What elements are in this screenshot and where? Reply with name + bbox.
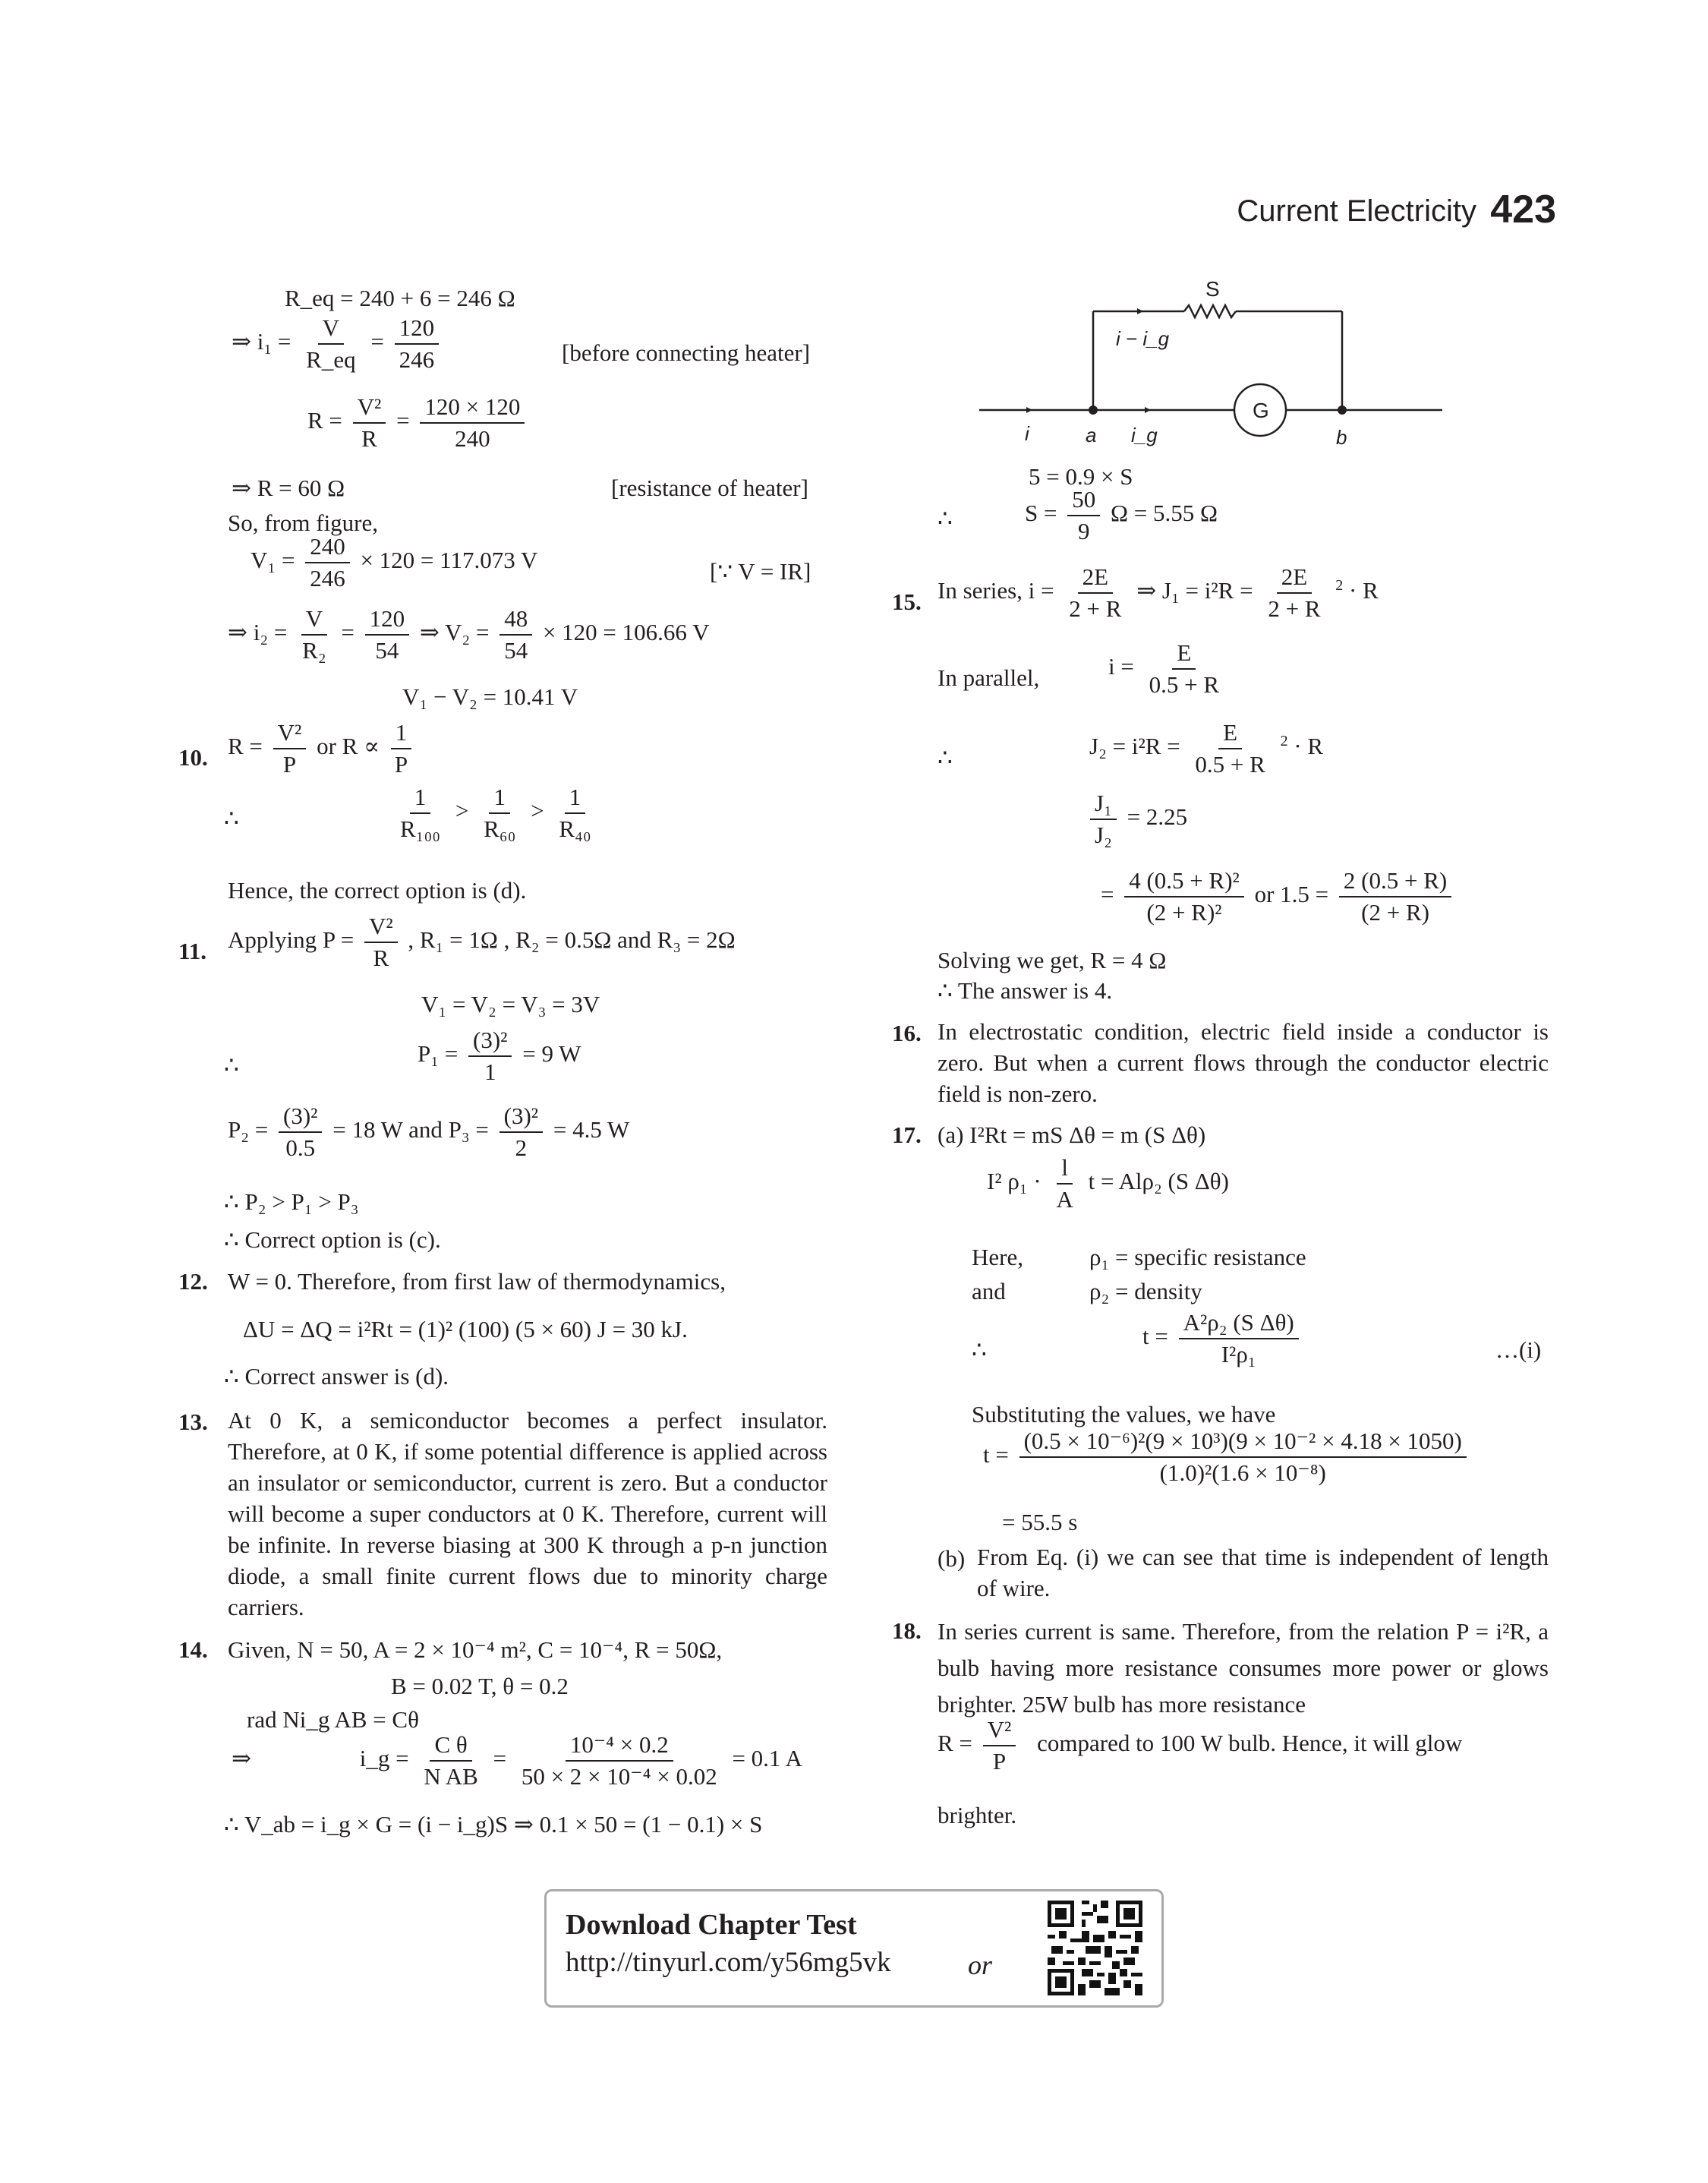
frac-48-54 [499, 604, 532, 666]
frac-den: 246 [310, 565, 345, 591]
frac-num: 1 [489, 782, 510, 814]
q14-vab: ∴ V_ab = i_g × G = (i − i_g)S ⇒ 0.1 × 50 = (1 − 0.1) × S [224, 1811, 763, 1838]
q12-answer: ∴ Correct answer is (d). [224, 1363, 449, 1390]
v2-value: × 120 = 106.66 V [542, 619, 710, 646]
q14-given: Given, N = 50, A = 2 × 10⁻⁴ m², C = 10⁻⁴, R = 50Ω, [228, 1636, 723, 1663]
frac-den: 246 [399, 346, 435, 373]
frac-den: J₂ [1095, 822, 1112, 848]
frac-e-05r [1145, 638, 1224, 700]
frac-240-246 [305, 532, 350, 594]
frac-den: 0.5 + R [1195, 751, 1265, 778]
label-a: a [1086, 424, 1097, 446]
q12-number: 12. [178, 1268, 208, 1295]
ig-label: i_g = [359, 1745, 409, 1772]
q11-order: ∴ P₂ > P₁ > P₃ [224, 1188, 359, 1215]
i1-label: ⇒ i₁ = [232, 328, 291, 355]
frac-num: E [1218, 718, 1242, 749]
s-value-line [1025, 484, 1218, 547]
square-exponent: 2 [1280, 732, 1288, 749]
frac-ctheta-nab [419, 1730, 483, 1792]
gt-symbol: > [531, 797, 544, 825]
frac-num: 48 [499, 604, 532, 636]
j2-label: J₂ = i²R = [1089, 733, 1180, 760]
frac-num: V² [353, 392, 386, 424]
frac-num: 10⁻⁴ × 0.2 [566, 1730, 673, 1762]
q17-t-formula [1142, 1308, 1303, 1370]
frac-num: V² [273, 718, 307, 749]
frac-9-2 [499, 1101, 543, 1163]
v1-value: × 120 = 117.073 V [360, 547, 538, 574]
q17-part-a: (a) I²Rt = mS Δθ = m (S Δθ) [938, 1121, 1206, 1148]
p3-value: = 4.5 W [553, 1116, 630, 1144]
series-i: In series, i = [938, 577, 1054, 604]
label-b: b [1336, 426, 1347, 449]
frac-den: N AB [424, 1763, 478, 1790]
frac-den: 2 + R [1268, 595, 1321, 622]
frac-50-9 [1067, 484, 1100, 547]
from-figure: So, from figure, [228, 509, 379, 536]
frac-den: R₆₀ [484, 815, 516, 842]
note-v-ir: [∵ V = IR] [710, 558, 811, 585]
frac-den: 0.5 + R [1149, 671, 1220, 698]
r-label: R = [938, 1730, 972, 1757]
frac-1-r40 [554, 782, 595, 844]
frac-2e-2r [1064, 562, 1126, 624]
q17-and: and [972, 1278, 1006, 1304]
frac-squared [1124, 866, 1244, 928]
q11-applying: Applying P = [228, 926, 355, 954]
note-resistance-heater: [resistance of heater] [611, 475, 808, 501]
ratio-value: = 2.25 [1127, 803, 1188, 831]
q17-result: = 55.5 s [1002, 1509, 1078, 1535]
or-label: or 1.5 = [1254, 881, 1329, 908]
q15-ratio [1086, 788, 1187, 850]
galvanometer-shunt-circuit [979, 273, 1450, 456]
v1-line [251, 532, 537, 594]
frac-den: 1 [484, 1058, 496, 1085]
q15-j2 [1089, 718, 1323, 780]
q14-torque: rad Ni_g AB = Cθ [247, 1706, 419, 1733]
frac-den: R₁₀₀ [400, 815, 441, 842]
q18-number: 18. [892, 1617, 922, 1644]
q15-number: 15. [892, 588, 922, 615]
q17-part-b-label: (b) [938, 1545, 966, 1572]
frac-den: 2 + R [1069, 595, 1122, 622]
frac-e-05r-b [1190, 718, 1269, 780]
gt-symbol: > [455, 797, 469, 825]
q18-paragraph: In series current is same. Therefore, from the relation P = i²R, a bulb having more resistance consumes more power or glows brighter. 25W bulb has more resistance [938, 1618, 1549, 1718]
frac-num: 1 [565, 782, 586, 814]
q11-voltages: V₁ = V₂ = V₃ = 3V [421, 991, 600, 1017]
q11-resistances: , R₁ = 1Ω , R₂ = 0.5Ω and R₃ = 2Ω [408, 926, 736, 954]
frac-1-p [390, 718, 412, 780]
q18-formula-line [938, 1715, 1462, 1777]
s-equation: 5 = 0.9 × S [1029, 463, 1133, 490]
frac-14400-240 [420, 392, 525, 454]
q11-number: 11. [178, 938, 207, 964]
eq-label-i: …(i) [1495, 1336, 1542, 1363]
q18-end: brighter. [938, 1802, 1017, 1828]
frac-num: V² [364, 911, 398, 943]
v1-minus-v2: V₁ − V₂ = 10.41 V [402, 683, 578, 710]
i2-rho1: I² ρ₁ · [987, 1168, 1042, 1195]
q12-line2: ΔU = ΔQ = i²Rt = (1)² (100) (5 × 60) J = 30 kJ. [243, 1316, 688, 1342]
frac-den: R₄₀ [559, 815, 591, 842]
frac-num: V [301, 604, 327, 636]
q17-part-b: From Eq. (i) we can see that time is independent of length of wire. [977, 1544, 1549, 1601]
q15-parallel-i [1108, 638, 1228, 700]
frac-den: A [1056, 1186, 1073, 1213]
i2-line: ⇒ i₂ = $\frac{V}{\text{R₂}}$ = $\frac{120}{54}$ ⇒ V₂ = $\frac{48}{54}$ × 120 = 106.66 V [228, 604, 710, 666]
q13-number: 13. [178, 1409, 208, 1435]
q11-answer: ∴ Correct option is (c). [224, 1226, 441, 1253]
times-r: · R [1349, 577, 1379, 604]
frac-den: 240 [455, 425, 490, 452]
q12-line1: W = 0. Therefore, from first law of thermodynamics, [228, 1268, 726, 1295]
frac-den: P [394, 751, 408, 778]
frac-num: 240 [305, 532, 350, 563]
frac-2e-2r-b [1263, 562, 1325, 624]
q17-rho1: ρ₁ = specific resistance [1089, 1244, 1306, 1270]
parallel-i: i = [1108, 653, 1134, 680]
frac-num: E [1172, 638, 1196, 670]
frac-num: (0.5 × 10⁻⁶)²(9 × 10³)(9 × 10⁻² × 4.18 × 1050) [1019, 1426, 1467, 1458]
implies-symbol: ⇒ [232, 1745, 251, 1772]
q11-p1 [418, 1025, 581, 1087]
q11-formula [228, 911, 736, 973]
frac-num: 1 [391, 718, 412, 749]
frac-num: V [318, 313, 344, 345]
frac-den: 0.5 [285, 1134, 316, 1161]
frac-num: 2E [1277, 562, 1312, 594]
q18-compared: compared to 100 W bulb. Hence, it will glow [1037, 1730, 1463, 1757]
therefore-symbol: ∴ [224, 1052, 239, 1078]
frac-den: 9 [1077, 518, 1090, 544]
frac-1-r100 [395, 782, 445, 844]
r-label: R = [307, 407, 342, 434]
frac-den: P [282, 751, 297, 778]
q14-b-theta: B = 0.02 T, θ = 0.2 [391, 1673, 569, 1699]
q10-r: R = [228, 733, 263, 760]
frac-num: 2 (0.5 + R) [1339, 866, 1451, 897]
download-chapter-test-box [544, 1889, 1164, 2008]
page-number: 423 [1490, 188, 1556, 232]
frac-linear [1339, 866, 1451, 928]
therefore-symbol: ∴ [972, 1336, 987, 1363]
i2-label: ⇒ i₂ = [228, 619, 288, 646]
frac-t [1179, 1308, 1299, 1370]
q13-paragraph: At 0 K, a semiconductor becomes a perfect insulator. Therefore, at 0 K, if some potential difference is applied across an insulator or semiconductor, current is zero. But a conductor will become a super conductors at 0 K. Therefore, current will be infinite. In reverse biasing at 300 K through a p-n junction diode, a small finite current flows due to minority charge carriers. [228, 1407, 827, 1620]
therefore-symbol: ∴ [224, 805, 239, 831]
frac-v-r2 [298, 604, 330, 666]
frac-ig-value [517, 1730, 722, 1792]
frac-den: (2 + R) [1361, 899, 1429, 926]
v2-label: ⇒ V₂ = [419, 619, 490, 646]
frac-num: (3)² [468, 1025, 512, 1057]
p1-value: = 9 W [522, 1040, 581, 1068]
s-label: S = [1025, 500, 1057, 527]
note-before-heater: [before connecting heater] [562, 339, 811, 366]
q16-number: 16. [892, 1020, 922, 1046]
frac-num: (3)² [279, 1101, 322, 1133]
frac-j1-j2 [1090, 788, 1117, 850]
q15-parallel-label: In parallel, [938, 664, 1040, 691]
q10-number: 10. [178, 744, 208, 771]
q17-line2 [987, 1153, 1229, 1215]
frac-num: 120 × 120 [420, 392, 525, 424]
frac-num: 4 (0.5 + R)² [1124, 866, 1244, 897]
q11-p2-p3 [228, 1101, 629, 1163]
frac-v-req [301, 313, 360, 375]
i1-line: ⇒ i₁ = $\frac{V}{R\_eq}$ = $\frac{120}{246}$ [232, 313, 443, 375]
q17-substitution [983, 1426, 1471, 1488]
q10-formula [228, 718, 417, 780]
frac-9-1 [468, 1025, 512, 1087]
t-label: t = [983, 1441, 1009, 1468]
frac-num: (3)² [499, 1101, 543, 1133]
p2-value: = 18 W and P₃ = [332, 1116, 489, 1144]
running-header-title: Current Electricity [1237, 194, 1476, 228]
q17-number: 17. [892, 1121, 922, 1148]
frac-den: 2 [515, 1134, 528, 1161]
frac-den: R_eq [306, 346, 356, 373]
frac-num: 120 [395, 313, 440, 345]
frac-9-05 [279, 1101, 322, 1163]
frac-substitution [1019, 1426, 1467, 1488]
frac-den: (2 + R)² [1146, 899, 1222, 926]
req-line: R_eq = 240 + 6 = 246 Ω [285, 285, 515, 311]
q17-rhs: t = Alρ₂ (S Δθ) [1088, 1168, 1229, 1195]
frac-num: 2E [1078, 562, 1113, 594]
frac-v2-p [273, 718, 307, 780]
frac-den: 54 [504, 637, 528, 664]
q15-series [938, 562, 1379, 624]
frac-den: P [992, 1748, 1007, 1774]
frac-num: J₁ [1090, 788, 1117, 820]
q17-rho2: ρ₂ = density [1089, 1278, 1202, 1304]
j1-label: ⇒ J₁ = i²R = [1136, 577, 1253, 604]
equals-symbol: = [1101, 881, 1114, 908]
q15-answer: ∴ The answer is 4. [938, 977, 1113, 1004]
p2-label: P₂ = [228, 1116, 269, 1144]
t-label: t = [1142, 1323, 1168, 1350]
frac-den: R [373, 945, 389, 971]
frac-num: l [1057, 1153, 1073, 1185]
square-exponent: 2 [1335, 576, 1344, 594]
q16-paragraph: In electrostatic condition, electric field inside a conductor is zero. But when a current flows through the conductor electric field is non-zero. [938, 1018, 1549, 1107]
frac-den: 50 × 2 × 10⁻⁴ × 0.02 [521, 1763, 717, 1790]
q10-answer: Hence, the correct option is (d). [228, 877, 527, 904]
r60-line: ⇒ R = 60 Ω [232, 475, 345, 501]
q15-solve: Solving we get, R = 4 Ω [938, 947, 1167, 973]
r-heater-line: R = $\frac{\text{V²}}{R}$ = $\frac{120 \times 120}{240}$ [307, 392, 529, 454]
frac-num: A²ρ₂ (S Δθ) [1179, 1308, 1299, 1339]
therefore-symbol: ∴ [938, 505, 953, 532]
frac-num: C θ [430, 1730, 471, 1762]
or-label: or [968, 1950, 993, 1980]
p1-label: P₁ = [418, 1040, 459, 1068]
ig-result: = 0.1 A [732, 1745, 802, 1772]
q17-here: Here, [972, 1244, 1023, 1270]
frac-1-r60 [479, 782, 520, 844]
label-g: G [1253, 399, 1269, 422]
qr-code-icon[interactable] [1048, 1901, 1142, 1995]
label-i: i [1025, 422, 1029, 445]
frac-120-54 [365, 604, 410, 666]
q10-inequality [391, 782, 600, 844]
frac-den: (1.0)²(1.6 × 10⁻⁸) [1159, 1459, 1326, 1486]
frac-v2-p [983, 1715, 1016, 1777]
q14-ig-line: ⇒ i_g = $\frac{\text{C θ}}{\text{N AB}}$ = $\frac{\text{10⁻⁴ × 0.2}}{\text{50 × 2 × 10⁻⁴ × 0.02}}$ = 0.1 A [232, 1730, 802, 1792]
label-i-minus-ig: i − i_g [1116, 327, 1170, 350]
frac-den: 54 [375, 637, 399, 664]
frac-v2-r [364, 911, 398, 973]
download-title: Download Chapter Test [566, 1909, 857, 1941]
therefore-symbol: ∴ [938, 744, 953, 771]
s-value: Ω = 5.55 Ω [1110, 500, 1218, 527]
q17-substituting: Substituting the values, we have [972, 1401, 1276, 1427]
frac-den: I²ρ₁ [1221, 1341, 1256, 1368]
q15-equation [1101, 866, 1456, 928]
q14-number: 14. [178, 1636, 208, 1663]
label-ig: i_g [1131, 424, 1158, 446]
download-link[interactable]: http://tinyurl.com/y56mg5vk [566, 1947, 891, 1978]
frac-l-a [1051, 1153, 1077, 1215]
frac-num: V² [983, 1715, 1016, 1746]
frac-den: R₂ [302, 637, 326, 664]
frac-120-246 [395, 313, 440, 375]
frac-num: 50 [1067, 484, 1100, 516]
frac-num: 120 [365, 604, 410, 636]
frac-den: R [361, 425, 377, 452]
label-s: S [1205, 277, 1220, 301]
q10-proportional: or R ∝ [317, 733, 380, 760]
v1-label: V₁ = [251, 547, 295, 574]
times-r: · R [1294, 733, 1324, 760]
frac-v2-r [353, 392, 386, 454]
frac-num: 1 [410, 782, 431, 814]
